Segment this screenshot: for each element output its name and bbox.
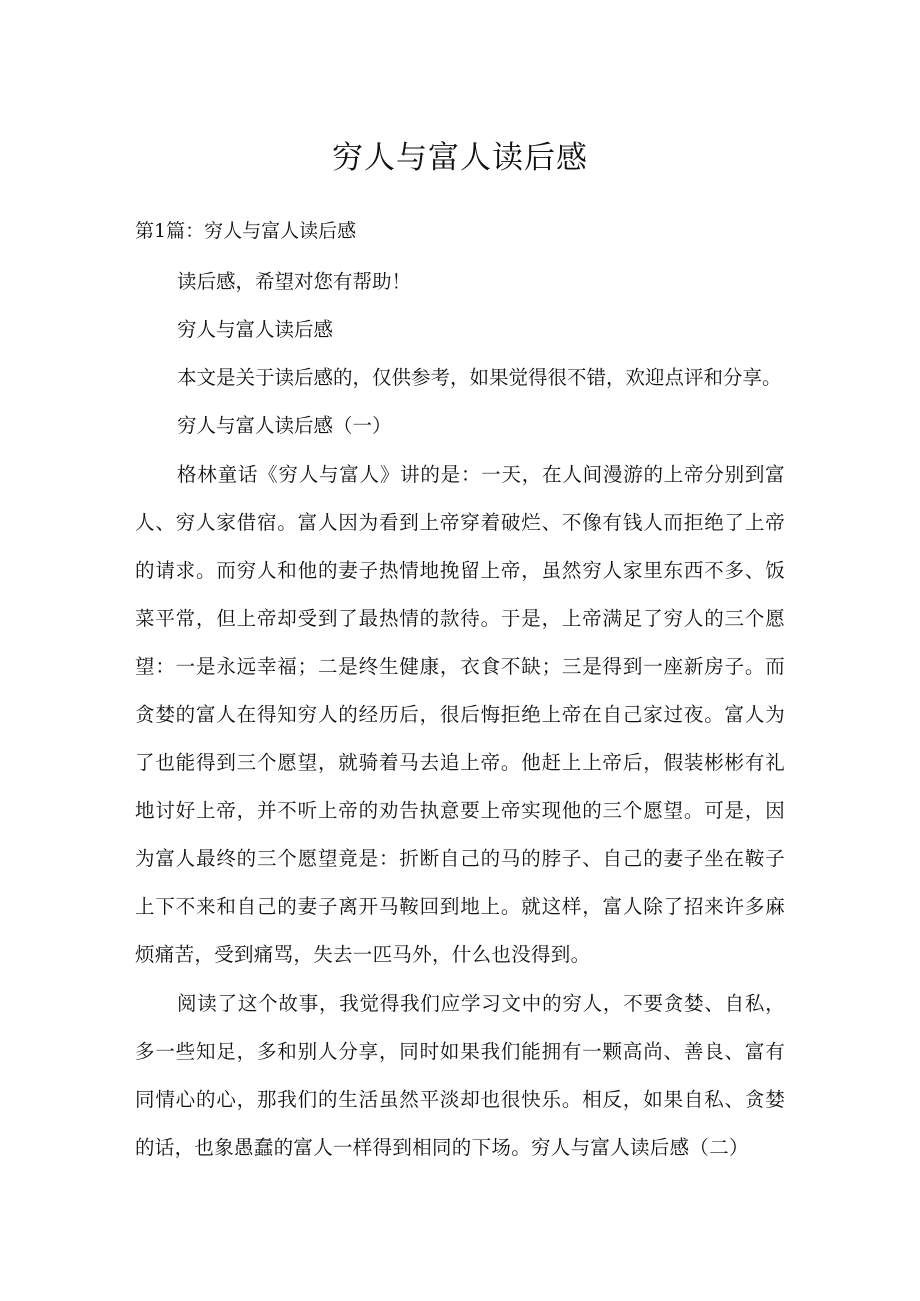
body-paragraph: 格林童话《穷人与富人》讲的是：一天，在人间漫游的上帝分别到富人、穷人家借宿。富人因为看到上帝穿着破烂、不像有钱人而拒绝了上帝的请求。而穷人和他的妻子热情地挽留上帝，虽然穷人家里东西不多、饭菜平常，但上帝却受到了最热情的款待。于是，上帝满足了穷人的三个愿望：一是永远幸福；二是终生健康，衣食不缺；三是得到一座新房子。而贪婪的富人在得知穷人的经历后，很后悔拒绝上帝在自己家过夜。富人为了也能得到三个愿望，就骑着马去追上帝。他赶上上帝后，假装彬彬有礼地讨好上帝，并不听上帝的劝告执意要上帝实现他的三个愿望。可是，因为富人最终的三个愿望竟是：折断自己的马的脖子、自己的妻子坐在鞍子上下不来和自己的妻子离开马鞍回到地上。就这样，富人除了招来许多麻烦痛苦，受到痛骂，失去一匹马外，什么也没得到。 <box>135 463 785 966</box>
intro-line: 本文是关于读后感的，仅供参考，如果觉得很不错，欢迎点评和分享。 <box>177 366 782 389</box>
body-paragraph: 阅读了这个故事，我觉得我们应学习文中的穷人，不要贪婪、自私，多一些知足，多和别人分享，同时如果我们能拥有一颗高尚、善良、富有同情心的心，那我们的生活虽然平淡却也很快乐。相反，如果自私、贪婪的话，也象愚蠢的富人一样得到相同的下场。穷人与富人读后感（二） <box>135 992 785 1159</box>
intro-line: 读后感，希望对您有帮助！ <box>177 270 412 293</box>
document-title: 穷人与富人读后感 <box>332 140 588 176</box>
section-heading: 第1篇：穷人与富人读后感 <box>135 220 357 242</box>
intro-line: 穷人与富人读后感 <box>177 318 334 341</box>
intro-line: 穷人与富人读后感（一） <box>177 414 392 437</box>
